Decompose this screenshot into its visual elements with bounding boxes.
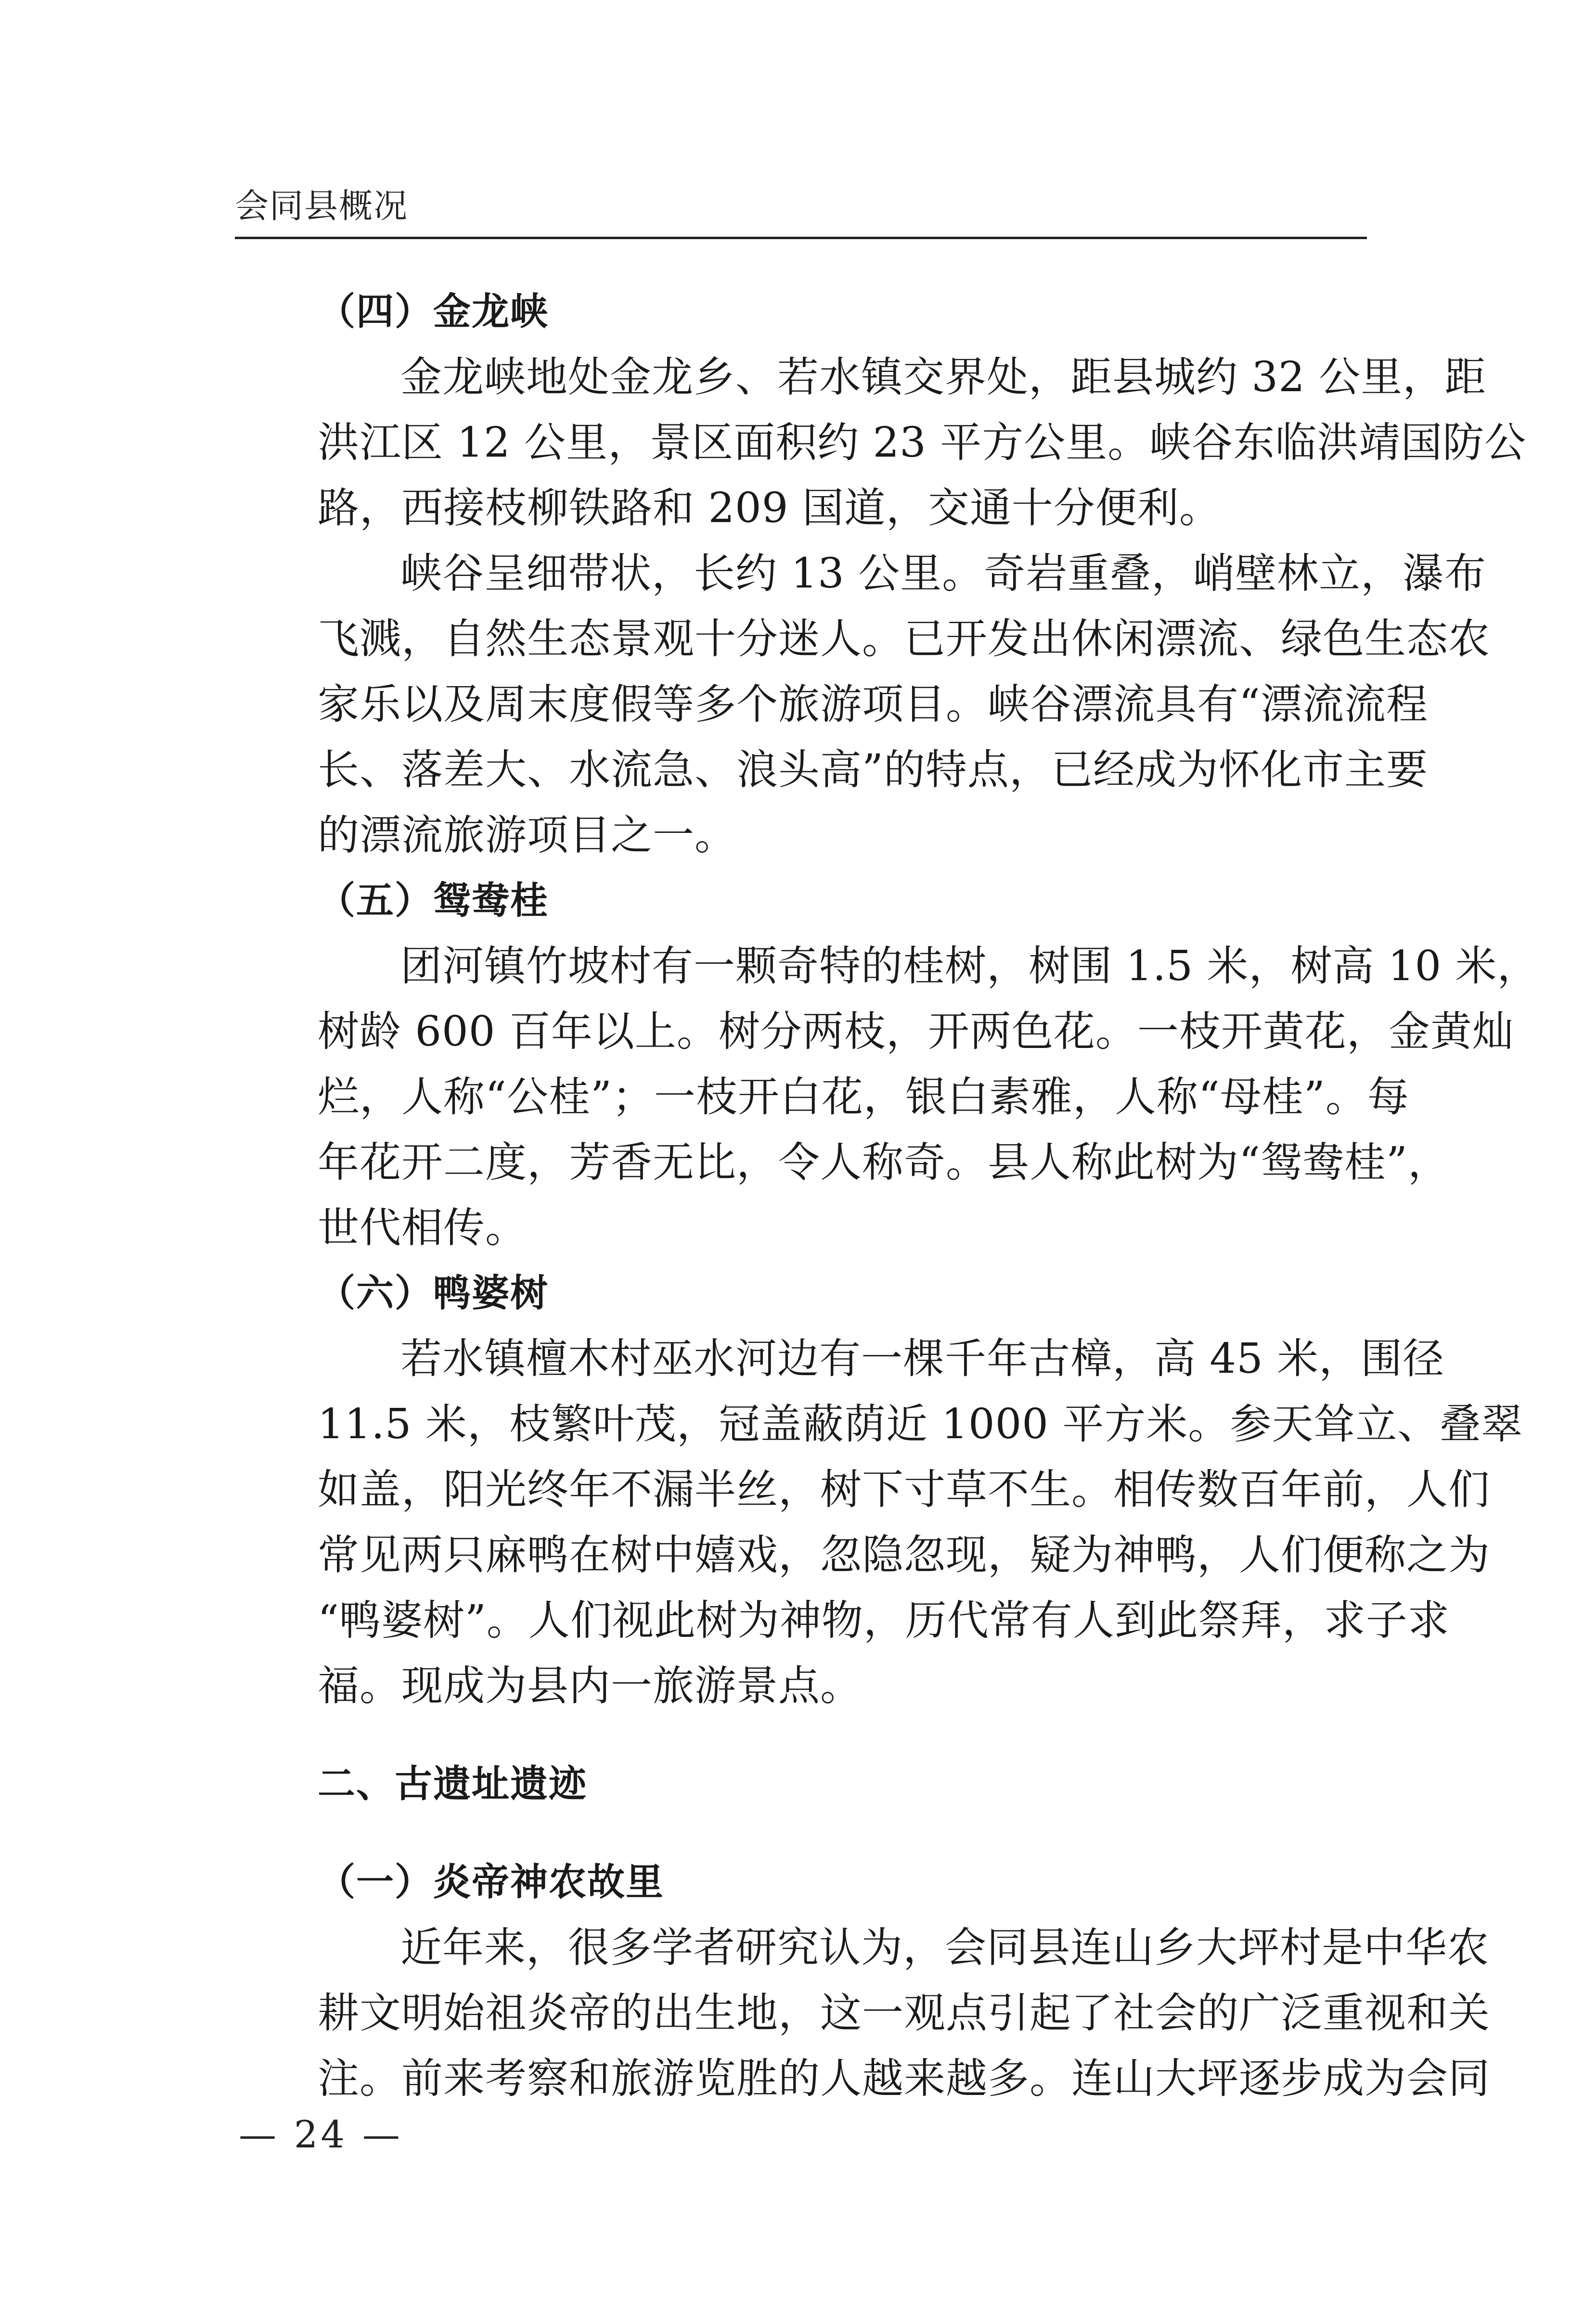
paragraph <box>235 933 1539 1261</box>
section-heading-yaposhu: （六）鸭婆树 <box>318 1272 549 1315</box>
text-line: 如盖，阳光终年不漏半丝，树下寸草不生。相传数百年前，人们 <box>318 1466 1490 1514</box>
section-heading-yuanyanggui: （五）鸳鸯桂 <box>318 879 549 922</box>
text-line: 金龙峡地处金龙乡、若水镇交界处，距县城约 32 公里，距 <box>400 353 1487 401</box>
paragraph <box>235 345 1527 541</box>
text-line: 近年来，很多学者研究认为，会同县连山乡大坪村是中华农 <box>400 1924 1489 1972</box>
text-line: 11.5 米，枝繁叶茂，冠盖蔽荫近 1000 平方米。参天耸立、叠翠 <box>318 1400 1523 1448</box>
text-line: 树龄 600 百年以上。树分两枝，开两色花。一枝开黄花，金黄灿 <box>318 1008 1514 1056</box>
text-line: 烂，人称“公桂”；一枝开白花，银白素雅，人称“母桂”。每 <box>318 1073 1409 1121</box>
text-line: 洪江区 12 公里，景区面积约 23 平方公里。峡谷东临洪靖国防公 <box>318 419 1527 467</box>
text-line: 路，西接枝柳铁路和 209 国道，交通十分便利。 <box>318 484 1221 532</box>
text-line: 福。现成为县内一旅游景点。 <box>318 1662 862 1710</box>
paragraph <box>235 1326 1523 1719</box>
text-line: 团河镇竹坡村有一颗奇特的桂树，树围 1.5 米，树高 10 米， <box>400 942 1539 990</box>
chapter-heading-ancient-sites: 二、古遗址遗迹 <box>318 1762 588 1806</box>
text-line: 常见两只麻鸭在树中嬉戏，忽隐忽现，疑为神鸭，人们便称之为 <box>318 1531 1490 1579</box>
text-line: 的漂流旅游项目之一。 <box>318 811 736 859</box>
text-line: 注。前来考察和旅游览胜的人越来越多。连山大坪逐步成为会同 <box>318 2055 1490 2103</box>
text-line: 耕文明始祖炎帝的出生地，这一观点引起了社会的广泛重视和关 <box>318 1989 1490 2037</box>
text-line: 峡谷呈细带状，长约 13 公里。奇岩重叠，峭壁林立，瀑布 <box>400 549 1487 598</box>
section-heading-yandi-shennong: （一）炎帝神农故里 <box>318 1861 665 1904</box>
text-line: “鸭婆树”。人们视此树为神物，历代常有人到此祭拜，求子求 <box>318 1596 1450 1645</box>
page-body <box>235 279 1539 2111</box>
text-line: 飞溅，自然生态景观十分迷人。已开发出休闲漂流、绿色生态农 <box>318 615 1490 663</box>
paragraph <box>235 541 1490 868</box>
text-line: 长、落差大、水流急、浪头高”的特点，已经成为怀化市主要 <box>318 746 1428 794</box>
section-heading-jinlongxia: （四）金龙峡 <box>318 290 549 333</box>
text-line: 若水镇檀木村巫水河边有一棵千年古樟，高 45 米，围径 <box>400 1335 1445 1383</box>
text-line: 世代相传。 <box>318 1204 527 1252</box>
text-line: 家乐以及周末度假等多个旅游项目。峡谷漂流具有“漂流流程 <box>318 680 1428 728</box>
header-rule <box>235 237 1367 239</box>
paragraph <box>235 1915 1490 2111</box>
running-header-title: 会同县概况 <box>235 186 408 226</box>
page-number: — 24 — <box>239 2113 403 2157</box>
text-line: 年花开二度，芳香无比，令人称奇。县人称此树为“鸳鸯桂”， <box>318 1138 1450 1187</box>
